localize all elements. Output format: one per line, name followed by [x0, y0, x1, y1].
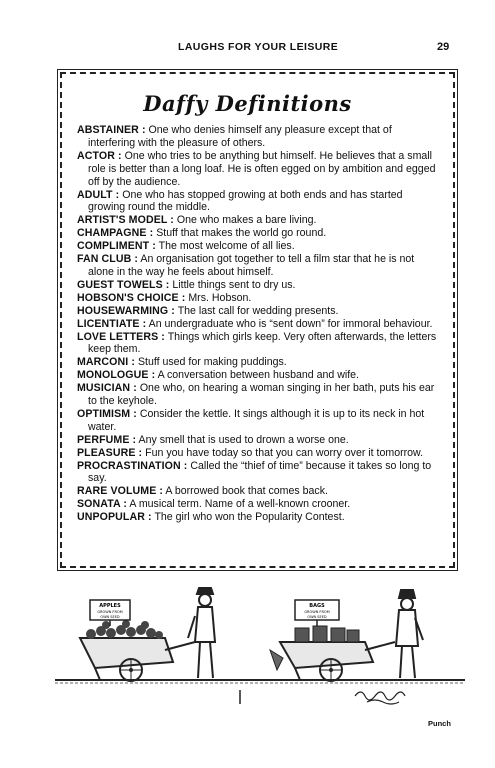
definition-term: FAN CLUB :: [77, 253, 139, 266]
definition-entry: [77, 240, 439, 253]
definition-entry: [77, 124, 439, 150]
definition-text: Called the “thief of time” because it takes so long to say.: [88, 459, 432, 485]
box-title: Daffy Definitions: [143, 91, 352, 116]
definition-entry: [77, 214, 439, 227]
definition-term: SONATA :: [77, 498, 128, 511]
definition-term: CHAMPAGNE :: [77, 227, 154, 240]
left-sign-line-2: GROWN FROM: [97, 610, 123, 614]
definition-term: PERFUME :: [77, 433, 137, 446]
artist-signature-icon: [355, 692, 405, 704]
definition-text: An undergraduate who is “sent down” for immoral behaviour.: [148, 317, 433, 330]
definition-text: Stuff used for making puddings.: [137, 356, 287, 369]
definition-entry: [77, 292, 439, 305]
definition-entry: [77, 305, 439, 318]
definition-text: Fun you have today so that you can worry over it tomorrow.: [145, 446, 424, 459]
definition-term: GUEST TOWELS :: [77, 278, 170, 291]
definition-entry: [77, 447, 439, 460]
definition-entry: [77, 331, 439, 357]
definition-entry: [77, 485, 439, 498]
definition-entry: [77, 382, 439, 408]
definition-text: A borrowed book that comes back.: [165, 485, 328, 498]
definition-entry: [77, 189, 439, 215]
definition-text: Any smell that is used to drown a worse one.: [138, 433, 349, 446]
definition-term: ADULT :: [77, 188, 120, 201]
definitions-list: [77, 124, 439, 524]
definition-term: MUSICIAN :: [77, 382, 137, 395]
left-sign-line-1: APPLES: [99, 603, 121, 609]
definition-entry: [77, 408, 439, 434]
definition-term: RARE VOLUME :: [77, 485, 164, 498]
definition-entry: [77, 150, 439, 189]
definition-term: COMPLIMENT :: [77, 240, 156, 253]
right-sign-line-3: OWN SEED: [307, 615, 327, 619]
definition-text: A conversation between husband and wife.: [157, 369, 359, 382]
definition-text: One who, on hearing a woman singing in her bath, puts his ear to the keyhole.: [88, 382, 435, 408]
definition-term: LICENTIATE :: [77, 317, 147, 330]
definition-entry: [77, 498, 439, 511]
definition-text: The most welcome of all lies.: [158, 240, 295, 253]
definition-entry: [77, 460, 439, 486]
definition-text: Mrs. Hobson.: [188, 291, 252, 304]
definition-term: MARCONI :: [77, 356, 135, 369]
definition-term: PROCRASTINATION :: [77, 459, 188, 472]
definition-term: UNPOPULAR :: [77, 511, 152, 524]
right-sign-line-1: BAGS: [309, 603, 325, 609]
left-sign-line-3: OWN SEED: [100, 615, 120, 619]
right-sign-line-2: GROWN FROM: [304, 610, 330, 614]
cartoon-illustration: [55, 580, 465, 722]
definition-text: Stuff that makes the world go round.: [156, 227, 327, 240]
definition-text: Consider the kettle. It sings although it is up to its neck in hot water.: [88, 407, 425, 433]
definition-entry: [77, 253, 439, 279]
definition-entry: [77, 318, 439, 331]
definition-entry: [77, 227, 439, 240]
right-vendor-icon: [396, 590, 423, 678]
definition-entry: [77, 356, 439, 369]
page-header: [0, 41, 495, 59]
definition-entry: [77, 434, 439, 447]
definition-term: PLEASURE :: [77, 446, 143, 459]
definition-text: One who makes a bare living.: [176, 214, 317, 227]
definition-entry: [77, 279, 439, 292]
left-vendor-icon: [188, 588, 215, 678]
definition-entry: [77, 369, 439, 382]
running-title: LAUGHS FOR YOUR LEISURE: [178, 41, 339, 53]
left-barrow-icon: [80, 600, 195, 681]
cartoon-credit: Punch: [428, 719, 451, 728]
definition-text: Little things sent to dry us.: [172, 278, 296, 291]
definition-term: LOVE LETTERS :: [77, 330, 165, 343]
definition-text: An organisation got together to tell a film star that he is not alone in the way he feels about himself.: [88, 253, 415, 278]
page-number: 29: [437, 41, 450, 53]
definition-term: ARTIST'S MODEL :: [77, 214, 174, 227]
definition-entry: [77, 511, 439, 524]
definition-text: A musical term. Name of a well-known crooner.: [129, 498, 351, 511]
definition-text: One who tries to be anything but himself. He believes that a small role is better than a long loaf. He is often egged on by ambition and egged off by the audience.: [88, 149, 436, 188]
definition-text: Things which girls keep. Very often afterwards, the letters keep them.: [88, 330, 437, 356]
definition-term: MONOLOGUE :: [77, 369, 156, 382]
definition-text: One who denies himself any pleasure except that of interfering with the pleasure of others.: [88, 124, 392, 149]
definition-text: One who has stopped growing at both ends and has started growing round the middle.: [88, 188, 403, 214]
definition-term: HOUSEWARMING :: [77, 304, 175, 317]
definition-term: OPTIMISM :: [77, 407, 137, 420]
definition-term: ABSTAINER :: [77, 124, 146, 136]
right-barrow-icon: [270, 600, 395, 681]
definition-text: The last call for wedding presents.: [177, 304, 339, 317]
definition-text: The girl who won the Popularity Contest.: [154, 511, 345, 524]
definition-term: ACTOR :: [77, 149, 122, 162]
definition-term: HOBSON'S CHOICE :: [77, 291, 186, 304]
